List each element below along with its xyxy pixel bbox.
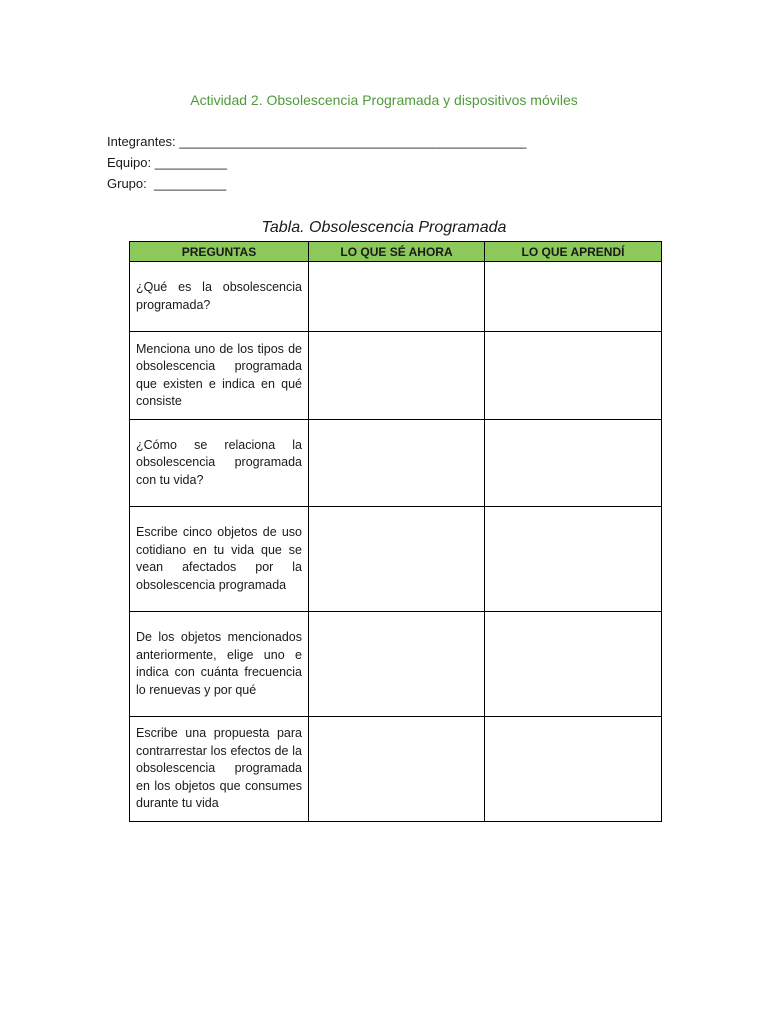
equipo-field[interactable]: Equipo: __________ — [107, 155, 228, 170]
table-row — [130, 420, 662, 507]
header-lo-que-aprendi: LO QUE APRENDÍ — [485, 242, 662, 262]
answer-learned-cell[interactable] — [485, 420, 662, 507]
question-cell: ¿Cómo se relaciona la obsolescencia programada con tu vida? — [130, 420, 309, 507]
answer-now-cell[interactable] — [309, 332, 485, 420]
question-cell: ¿Qué es la obsolescencia programada? — [130, 262, 309, 332]
table-header-row — [130, 242, 662, 262]
answer-learned-cell[interactable] — [485, 612, 662, 717]
grupo-field[interactable]: Grupo: __________ — [107, 176, 227, 191]
question-cell: De los objetos mencionados anteriormente, elige uno e indica con cuánta frecuencia lo renuevas y por qué — [130, 612, 309, 717]
answer-now-cell[interactable] — [309, 507, 485, 612]
answer-learned-cell[interactable] — [485, 262, 662, 332]
obsolescence-table — [129, 241, 662, 822]
table-row — [130, 332, 662, 420]
question-cell: Escribe cinco objetos de uso cotidiano en tu vida que se vean afectados por la obsolescencia programada — [130, 507, 309, 612]
answer-now-cell[interactable] — [309, 262, 485, 332]
integrantes-field[interactable]: Integrantes: ________________________________________________ — [107, 134, 527, 149]
table-row — [130, 262, 662, 332]
table-row — [130, 717, 662, 822]
table-row — [130, 507, 662, 612]
header-preguntas: PREGUNTAS — [130, 242, 309, 262]
question-cell: Escribe una propuesta para contrarrestar los efectos de la obsolescencia programada en los objetos que consumes durante tu vida — [130, 717, 309, 822]
answer-learned-cell[interactable] — [485, 332, 662, 420]
header-lo-que-se-ahora: LO QUE SÉ AHORA — [309, 242, 485, 262]
answer-now-cell[interactable] — [309, 612, 485, 717]
answer-learned-cell[interactable] — [485, 717, 662, 822]
answer-now-cell[interactable] — [309, 717, 485, 822]
question-cell: Menciona uno de los tipos de obsolescencia programada que existen e indica en qué consiste — [130, 332, 309, 420]
table-caption: Tabla. Obsolescencia Programada — [261, 219, 507, 236]
table-row — [130, 612, 662, 717]
answer-learned-cell[interactable] — [485, 507, 662, 612]
answer-now-cell[interactable] — [309, 420, 485, 507]
document-title: Actividad 2. Obsolescencia Programada y dispositivos móviles — [190, 92, 578, 108]
